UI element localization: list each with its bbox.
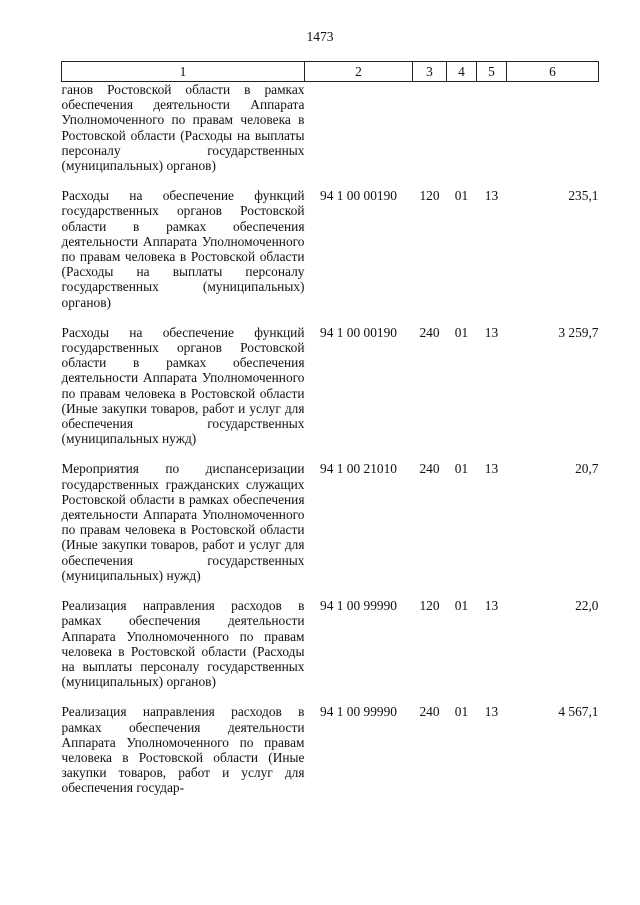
section-code: 01: [454, 598, 469, 614]
target-article-code: 94 1 00 00190: [320, 188, 397, 204]
section-code: 01: [454, 704, 469, 720]
expense-type-code: 240: [419, 461, 440, 477]
row-description: Расходы на обеспечение функций государственных органов Ростовской области в рамках обеспечения деятельности Аппарата Уполномоченного по правам человека в Ростовской области (Иные закупки товаров, работ и услуг для обеспечения государственных (муниципальных нужд): [61, 324, 305, 447]
subsection-code: 13: [484, 324, 499, 340]
target-article-code: [305, 82, 413, 189]
target-article-code: 94 1 00 00190: [320, 324, 397, 340]
amount: [507, 82, 599, 189]
amount: 22,0: [575, 598, 599, 614]
page-number: 1473: [306, 29, 334, 44]
row-description: Мероприятия по диспансеризации государственных гражданских служащих Ростовской области в рамках обеспечения деятельности Аппарата Уполномоченного по правам человека в Ростовской области (Иные закупки товаров, работ и услуг для обеспечения государственных (муниципальных) нужд): [61, 461, 305, 583]
table-row: [62, 704, 599, 810]
column-header-1: 1: [62, 62, 305, 82]
table-row: [62, 82, 599, 189]
table-row: [62, 598, 599, 704]
column-header-3: 3: [413, 62, 447, 82]
section-code: 01: [454, 188, 469, 204]
row-description-cell: [62, 461, 305, 598]
table-row: [62, 461, 599, 598]
target-article-code: 94 1 00 99990: [320, 598, 397, 614]
expense-type-code: [413, 82, 447, 189]
budget-table: [61, 61, 599, 811]
row-description: Расходы на обеспечение функций государственных органов Ростовской области в рамках обеспечения деятельности Аппарата Уполномоченного по правам человека в Ростовской области (Расходы на выплаты персоналу государственных (муниципальных) органов): [61, 188, 305, 310]
target-article-code: 94 1 00 99990: [320, 704, 397, 720]
column-header-4: 4: [447, 62, 477, 82]
subsection-code: 13: [484, 598, 499, 614]
row-description-cell: [62, 704, 305, 810]
row-description-cell: [62, 598, 305, 704]
expense-type-code: 120: [419, 598, 440, 614]
amount: 4 567,1: [558, 704, 599, 720]
expense-type-code: 240: [419, 324, 440, 340]
column-header-6: 6: [507, 62, 599, 82]
table-row: [62, 325, 599, 462]
amount: 235,1: [568, 188, 599, 204]
table-header-row: [62, 62, 599, 82]
row-description-cell: [62, 82, 305, 189]
expense-type-code: 240: [419, 704, 440, 720]
row-description-cell: [62, 325, 305, 462]
row-description: Реализация направления расходов в рамках обеспечения деятельности Аппарата Уполномоченного по правам человека в Ростовской области (Расходы на выплаты персоналу государственных (муниципальных) органов): [61, 598, 305, 690]
subsection-code: 13: [484, 704, 499, 720]
row-description-cell: [62, 188, 305, 325]
row-description: ганов Ростовской области в рамках обеспечения деятельности Аппарата Уполномоченного по правам человека в Ростовской области (Расходы на выплаты персоналу государственных (муниципальных) органов): [61, 82, 305, 174]
amount: 20,7: [575, 461, 599, 477]
section-code: [447, 82, 477, 189]
subsection-code: 13: [484, 188, 499, 204]
row-description: Реализация направления расходов в рамках обеспечения деятельности Аппарата Уполномоченного по правам человека в Ростовской области (Иные закупки товаров, работ и услуг для обеспечения государ-: [61, 704, 305, 796]
column-header-5: 5: [477, 62, 507, 82]
table-row: [62, 188, 599, 325]
column-header-2: 2: [305, 62, 413, 82]
section-code: 01: [454, 461, 469, 477]
section-code: 01: [454, 324, 469, 340]
expense-type-code: 120: [419, 188, 440, 204]
target-article-code: 94 1 00 21010: [320, 461, 397, 477]
subsection-code: [477, 82, 507, 189]
subsection-code: 13: [484, 461, 499, 477]
amount: 3 259,7: [558, 324, 599, 340]
